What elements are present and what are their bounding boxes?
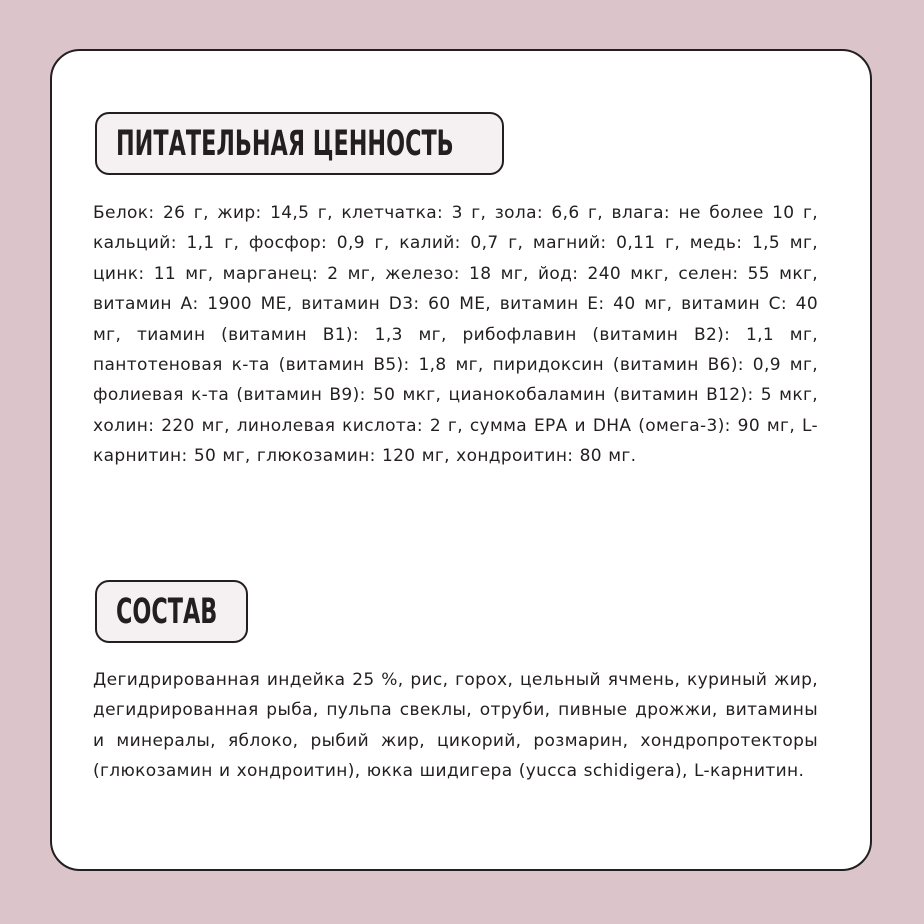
nutrition-heading: ПИТАТЕЛЬНАЯ ЦЕННОСТЬ [116,123,454,164]
composition-text: Дегидрированная индейка 25 %, рис, горох, цельный ячмень, куриный жир, дегидрированная рыба, пульпа свеклы, отруби, пивные дрожжи, витамины и минералы, яблоко, рыбий жир, цикорий, розмарин, хондропротекторы (глюкозамин и хондроитин), юкка шидигера (yucca schidigera), L-карнитин. [93,670,818,782]
nutrition-text: Белок: 26 г, жир: 14,5 г, клетчатка: 3 г, зола: 6,6 г, влага: не более 10 г, кальций: 1,1 г, фосфор: 0,9 г, калий: 0,7 г, магний: 0,11 г, медь: 1,5 мг, цинк: 11 мг, марганец: 2 мг, железо: 18 мг, йод: 240 мкг, селен: 55 мкг, витамин А: 1900 МЕ, витамин D3: 60 МЕ, витамин Е: 40 мг, витамин С: 40 мг, тиамин (витамин В1): 1,3 мг, рибофлавин (витамин В2): 1,1 мг, пантотеновая к-та (витамин В5): 1,8 мг, пиридоксин (витамин В6): 0,9 мг, фолиевая к-та (витамин В9): 50 мкг, цианокобаламин (витамин В12): 5 мкг, холин: 220 мг, линолевая кислота: 2 г, сумма ЕРА и DHA (омега-3): 90 мг, L-карнитин: 50 мг, глюкозамин: 120 мг, хондроитин: 80 мг. [93,203,818,467]
info-card [50,49,872,871]
composition-heading-box [95,580,248,643]
nutrition-heading-box [95,112,504,175]
composition-heading: СОСТАВ [116,591,218,632]
